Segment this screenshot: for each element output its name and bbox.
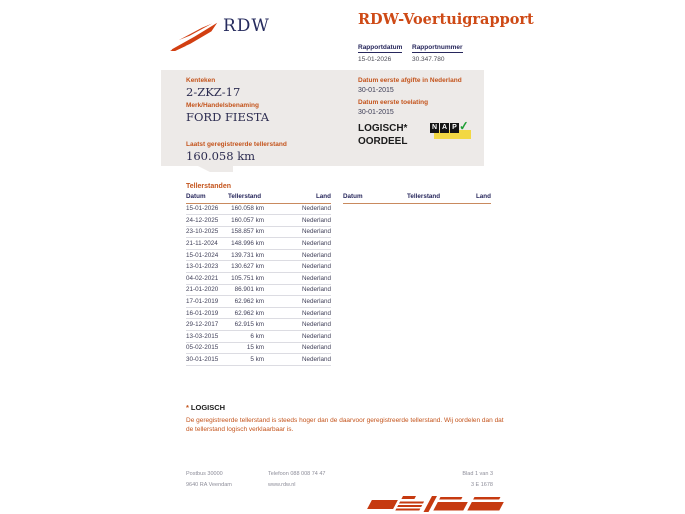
cell-land: Nederland bbox=[264, 319, 331, 331]
table-row bbox=[186, 226, 331, 238]
column-header-land: Land bbox=[264, 193, 331, 203]
table-row bbox=[186, 215, 331, 227]
cell-tellerstand: 160.058 km bbox=[228, 203, 264, 215]
footer-page-info bbox=[411, 469, 493, 491]
rdw-flag-icon bbox=[170, 22, 218, 51]
footnote-title bbox=[186, 403, 508, 412]
cell-tellerstand: 15 km bbox=[228, 342, 264, 354]
cell-datum: 15-01-2024 bbox=[186, 249, 228, 261]
summary-left-column bbox=[186, 77, 287, 166]
nap-letter-n: N bbox=[431, 124, 438, 131]
cell-datum: 21-01-2020 bbox=[186, 284, 228, 296]
footer-page-number: Blad 1 van 3 bbox=[462, 471, 493, 477]
cell-land: Nederland bbox=[264, 261, 331, 273]
cell-datum: 04-02-2021 bbox=[186, 273, 228, 285]
table-row bbox=[186, 296, 331, 308]
cell-datum: 13-03-2015 bbox=[186, 331, 228, 343]
table-header-row bbox=[343, 193, 491, 203]
cell-datum: 21-11-2024 bbox=[186, 238, 228, 250]
table-row bbox=[186, 284, 331, 296]
table-header-row bbox=[186, 193, 331, 203]
footnote-title-text: LOGISCH bbox=[190, 403, 226, 412]
eerste-toelating-label: Datum eerste toelating bbox=[358, 99, 429, 106]
eerste-afgifte-label: Datum eerste afgifte in Nederland bbox=[358, 77, 462, 84]
table-row bbox=[186, 273, 331, 285]
rdw-flag-pattern bbox=[366, 496, 520, 513]
column-header-land: Land bbox=[453, 193, 491, 203]
footer-form-code: 3 E 1678 bbox=[470, 482, 493, 488]
cell-datum: 15-01-2026 bbox=[186, 203, 228, 215]
rapportdatum-label: Rapportdatum bbox=[358, 44, 403, 51]
footer-address-line1: Postbus 30000 bbox=[186, 471, 223, 477]
cell-datum: 17-01-2019 bbox=[186, 296, 228, 308]
table-row bbox=[186, 319, 331, 331]
kenteken-label: Kenteken bbox=[186, 77, 216, 84]
merk-label: Merk/Handelsbenaming bbox=[186, 102, 259, 109]
cell-datum: 16-01-2019 bbox=[186, 307, 228, 319]
cell-land: Nederland bbox=[264, 238, 331, 250]
table-row bbox=[186, 249, 331, 261]
cell-datum: 05-02-2015 bbox=[186, 342, 228, 354]
logisch-footnote bbox=[186, 403, 508, 434]
column-header-tellerstand: Tellerstand bbox=[407, 193, 453, 203]
cell-land: Nederland bbox=[264, 203, 331, 215]
rdw-logo-text: RDW bbox=[223, 16, 270, 36]
cell-land: Nederland bbox=[264, 226, 331, 238]
cell-land: Nederland bbox=[264, 249, 331, 261]
tellerstanden-section-title: Tellerstanden bbox=[186, 183, 231, 190]
cell-tellerstand: 86.901 km bbox=[228, 284, 264, 296]
footnote-asterisk: * bbox=[186, 403, 189, 412]
cell-datum: 30-01-2015 bbox=[186, 354, 228, 366]
vehicle-summary-box bbox=[161, 70, 484, 166]
cell-land: Nederland bbox=[264, 273, 331, 285]
column-header-datum: Datum bbox=[186, 193, 228, 203]
summary-box-tab bbox=[198, 166, 233, 172]
rapportnummer bbox=[412, 36, 463, 63]
laatste-tellerstand-label: Laatst geregistreerde tellerstand bbox=[186, 141, 287, 148]
tellerstanden-rows bbox=[186, 203, 331, 365]
footer-address-line2: 9640 RA Veendam bbox=[186, 482, 232, 488]
column-header-tellerstand: Tellerstand bbox=[228, 193, 264, 203]
oordeel-line1: LOGISCH* bbox=[358, 123, 408, 134]
oordeel-block bbox=[358, 118, 480, 148]
cell-land: Nederland bbox=[264, 307, 331, 319]
cell-land: Nederland bbox=[264, 296, 331, 308]
nap-letter-a: A bbox=[441, 124, 448, 131]
tellerstanden-table-left bbox=[186, 193, 331, 366]
cell-land: Nederland bbox=[264, 342, 331, 354]
cell-tellerstand: 6 km bbox=[228, 331, 264, 343]
laatste-tellerstand-value: 160.058 km bbox=[186, 149, 256, 163]
eerste-toelating-value: 30-01-2015 bbox=[358, 109, 394, 116]
cell-tellerstand: 139.731 km bbox=[228, 249, 264, 261]
table-row bbox=[186, 203, 331, 215]
table-row bbox=[186, 238, 331, 250]
footer-phone: Telefoon 088 008 74 47 bbox=[268, 471, 326, 477]
footnote-text: De geregistreerde tellerstand is steeds hoger dan de daarvoor geregistreerde tellerstand. Wij oordelen dan dat de tellerstand logisch verklaarbaar is. bbox=[186, 417, 504, 433]
cell-tellerstand: 130.627 km bbox=[228, 261, 264, 273]
cell-land: Nederland bbox=[264, 215, 331, 227]
cell-land: Nederland bbox=[264, 284, 331, 296]
cell-tellerstand: 62.962 km bbox=[228, 307, 264, 319]
oordeel-line2: OORDEEL bbox=[358, 136, 408, 147]
footer-address bbox=[186, 469, 232, 491]
report-title: RDW-Voertuigrapport bbox=[358, 11, 534, 28]
cell-datum: 29-12-2017 bbox=[186, 319, 228, 331]
table-row bbox=[186, 307, 331, 319]
eerste-afgifte-value: 30-01-2015 bbox=[358, 87, 394, 94]
table-row bbox=[186, 342, 331, 354]
cell-tellerstand: 5 km bbox=[228, 354, 264, 366]
rapportnummer-value: 30.347.780 bbox=[412, 56, 445, 63]
table-row bbox=[186, 261, 331, 273]
nap-check-icon: ✓ bbox=[458, 118, 470, 134]
cell-tellerstand: 62.915 km bbox=[228, 319, 264, 331]
footer-contact bbox=[268, 469, 326, 491]
cell-datum: 23-10-2025 bbox=[186, 226, 228, 238]
tellerstanden-table-right bbox=[343, 193, 491, 204]
table-row bbox=[186, 354, 331, 366]
nap-letter-p: P bbox=[450, 123, 459, 133]
cell-land: Nederland bbox=[264, 331, 331, 343]
summary-right-column bbox=[358, 77, 480, 148]
cell-tellerstand: 160.057 km bbox=[228, 215, 264, 227]
cell-tellerstand: 62.962 km bbox=[228, 296, 264, 308]
rapportdatum bbox=[358, 36, 404, 63]
footer-website: www.rdw.nl bbox=[268, 482, 296, 488]
cell-datum: 24-12-2025 bbox=[186, 215, 228, 227]
kenteken-value: 2-ZKZ-17 bbox=[186, 85, 241, 99]
rapportdatum-value: 15-01-2026 bbox=[358, 56, 392, 63]
cell-tellerstand: 158.857 km bbox=[228, 226, 264, 238]
cell-tellerstand: 148.996 km bbox=[228, 238, 264, 250]
column-header-datum: Datum bbox=[343, 193, 407, 203]
merk-value: FORD FIESTA bbox=[186, 110, 270, 124]
cell-tellerstand: 105.751 km bbox=[228, 273, 264, 285]
report-meta bbox=[358, 36, 463, 63]
table-row bbox=[186, 331, 331, 343]
cell-land: Nederland bbox=[264, 354, 331, 366]
cell-datum: 13-01-2023 bbox=[186, 261, 228, 273]
rapportnummer-label: Rapportnummer bbox=[412, 44, 463, 51]
nap-logo bbox=[430, 118, 478, 139]
